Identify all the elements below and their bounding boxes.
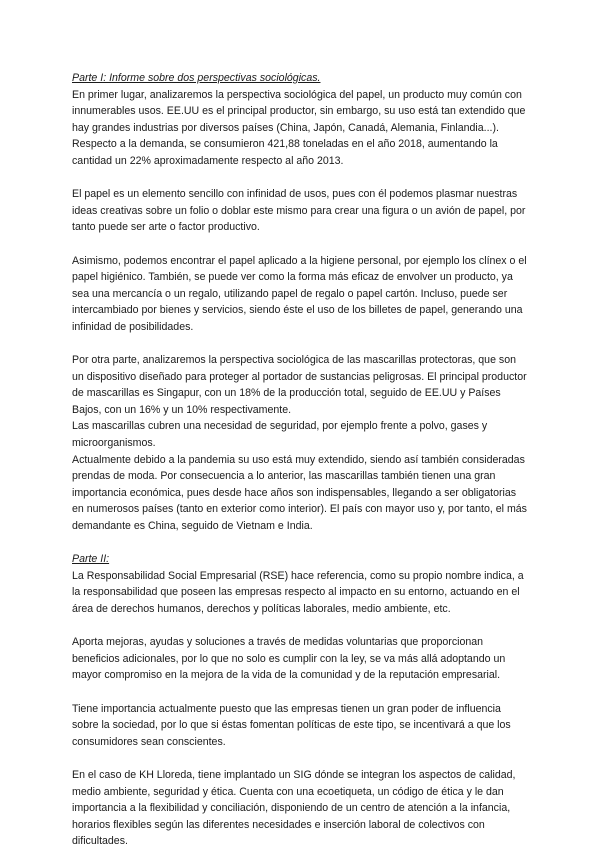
part2-paragraph-rse-importance: Tiene importancia actualmente puesto que las empresas tienen un gran poder de influencia sobre la sociedad, por lo que si éstas fomentan políticas de este tipo, se incentivará a que los consumidores sean conscientes.: [72, 702, 511, 748]
part2-paragraph-rse-benefits: Aporta mejoras, ayudas y soluciones a través de medidas voluntarias que proporcionan beneficios adicionales, por lo que no solo es cumplir con la ley, se va más allá adoptando un mayor compromiso en la mejora de la vida de la comunidad y de la reputación empresarial.: [72, 636, 506, 682]
part2-heading: Parte II:: [72, 553, 110, 566]
part1-paragraph-paper-hygiene: Asimismo, podemos encontrar el papel aplicado a la higiene personal, por ejemplo los clínex o el papel higiénico. También, se puede ver como la forma más eficaz de envolver un producto, ya sea una mercancía o un regalo, utilizando papel de regalo o papel cartón. Incluso, puede ser intercambiado por bienes y servicios, siendo éste el uso de los billetes de papel, generando una infinidad de posibilidades.: [72, 254, 527, 333]
part1-paragraph-masks-pandemic: Actualmente debido a la pandemia su uso está muy extendido, siendo así también consideradas prendas de moda. Por consecuencia a lo anterior, las mascarillas también tienen una gran importancia económica, pues desde hace años son indispensables, llegando a ser obligatorias en numerosos países (tanto en exterior como interior). El país con mayor uso y, por tanto, el más demandante es China, seguido de Vietnam e India.: [72, 453, 527, 533]
part1-paragraph-paper-uses: El papel es un elemento sencillo con infinidad de usos, pues con él podemos plasmar nuestras ideas creativas sobre un folio o doblar este mismo para crear una figura o un avión de papel, por tanto puede ser arte o factor productivo.: [72, 188, 526, 234]
paragraph-gap: [72, 750, 528, 767]
paragraph-gap: [72, 336, 528, 353]
part1-paragraph-paper-intro: En primer lugar, analizaremos la perspectiva sociológica del papel, un producto muy común con innumerables usos. EE.UU es el principal productor, sin embargo, su uso está tan extendido que hay grandes industrias por diversos países (China, Japón, Canadá, Alemania, Finlandia...). Respecto a la demanda, se consumieron 421,88 toneladas en el año 2018, aumentando la cantidad un 22% aproximadamente respecto al año 2013.: [72, 88, 526, 167]
document-page: [72, 70, 528, 850]
paragraph-gap: [72, 535, 528, 552]
part2-paragraph-kh-lloreda: En el caso de KH Lloreda, tiene implantado un SIG dónde se integran los aspectos de calidad, medio ambiente, seguridad y ética. Cuenta con una ecoetiqueta, un código de ética y le dan importancia a la flexibilidad y conciliación, disponiendo de un centro de atención a la infancia, horarios flexibles según las diferentes necesidades e inserción laboral de colectivos con dificultades.: [72, 768, 516, 848]
part1-paragraph-masks-intro: Por otra parte, analizaremos la perspectiva sociológica de las mascarillas protectoras, que son un dispositivo diseñado para proteger al portador de sustancias peligrosas. El principal productor de mascarillas es Singapur, con un 18% de la producción total, seguido de EE.UU y Países Bajos, con un 16% y un 10% respectivamente.: [72, 354, 527, 416]
paragraph-gap: [72, 170, 528, 187]
part1-paragraph-masks-need: Las mascarillas cubren una necesidad de seguridad, por ejemplo frente a polvo, gases y microorganismos.: [72, 420, 488, 450]
part1-heading: Parte I: Informe sobre dos perspectivas sociológicas.: [72, 72, 321, 84]
paragraph-gap: [72, 236, 528, 253]
part2-paragraph-rse-definition: La Responsabilidad Social Empresarial (RSE) hace referencia, como su propio nombre indica, a la responsabilidad que poseen las empresas respecto al impacto en su entorno, actuando en el área de derechos humanos, derechos y políticas laborales, medio ambiente, etc.: [72, 569, 524, 615]
paragraph-gap: [72, 618, 528, 635]
paragraph-gap: [72, 684, 528, 701]
